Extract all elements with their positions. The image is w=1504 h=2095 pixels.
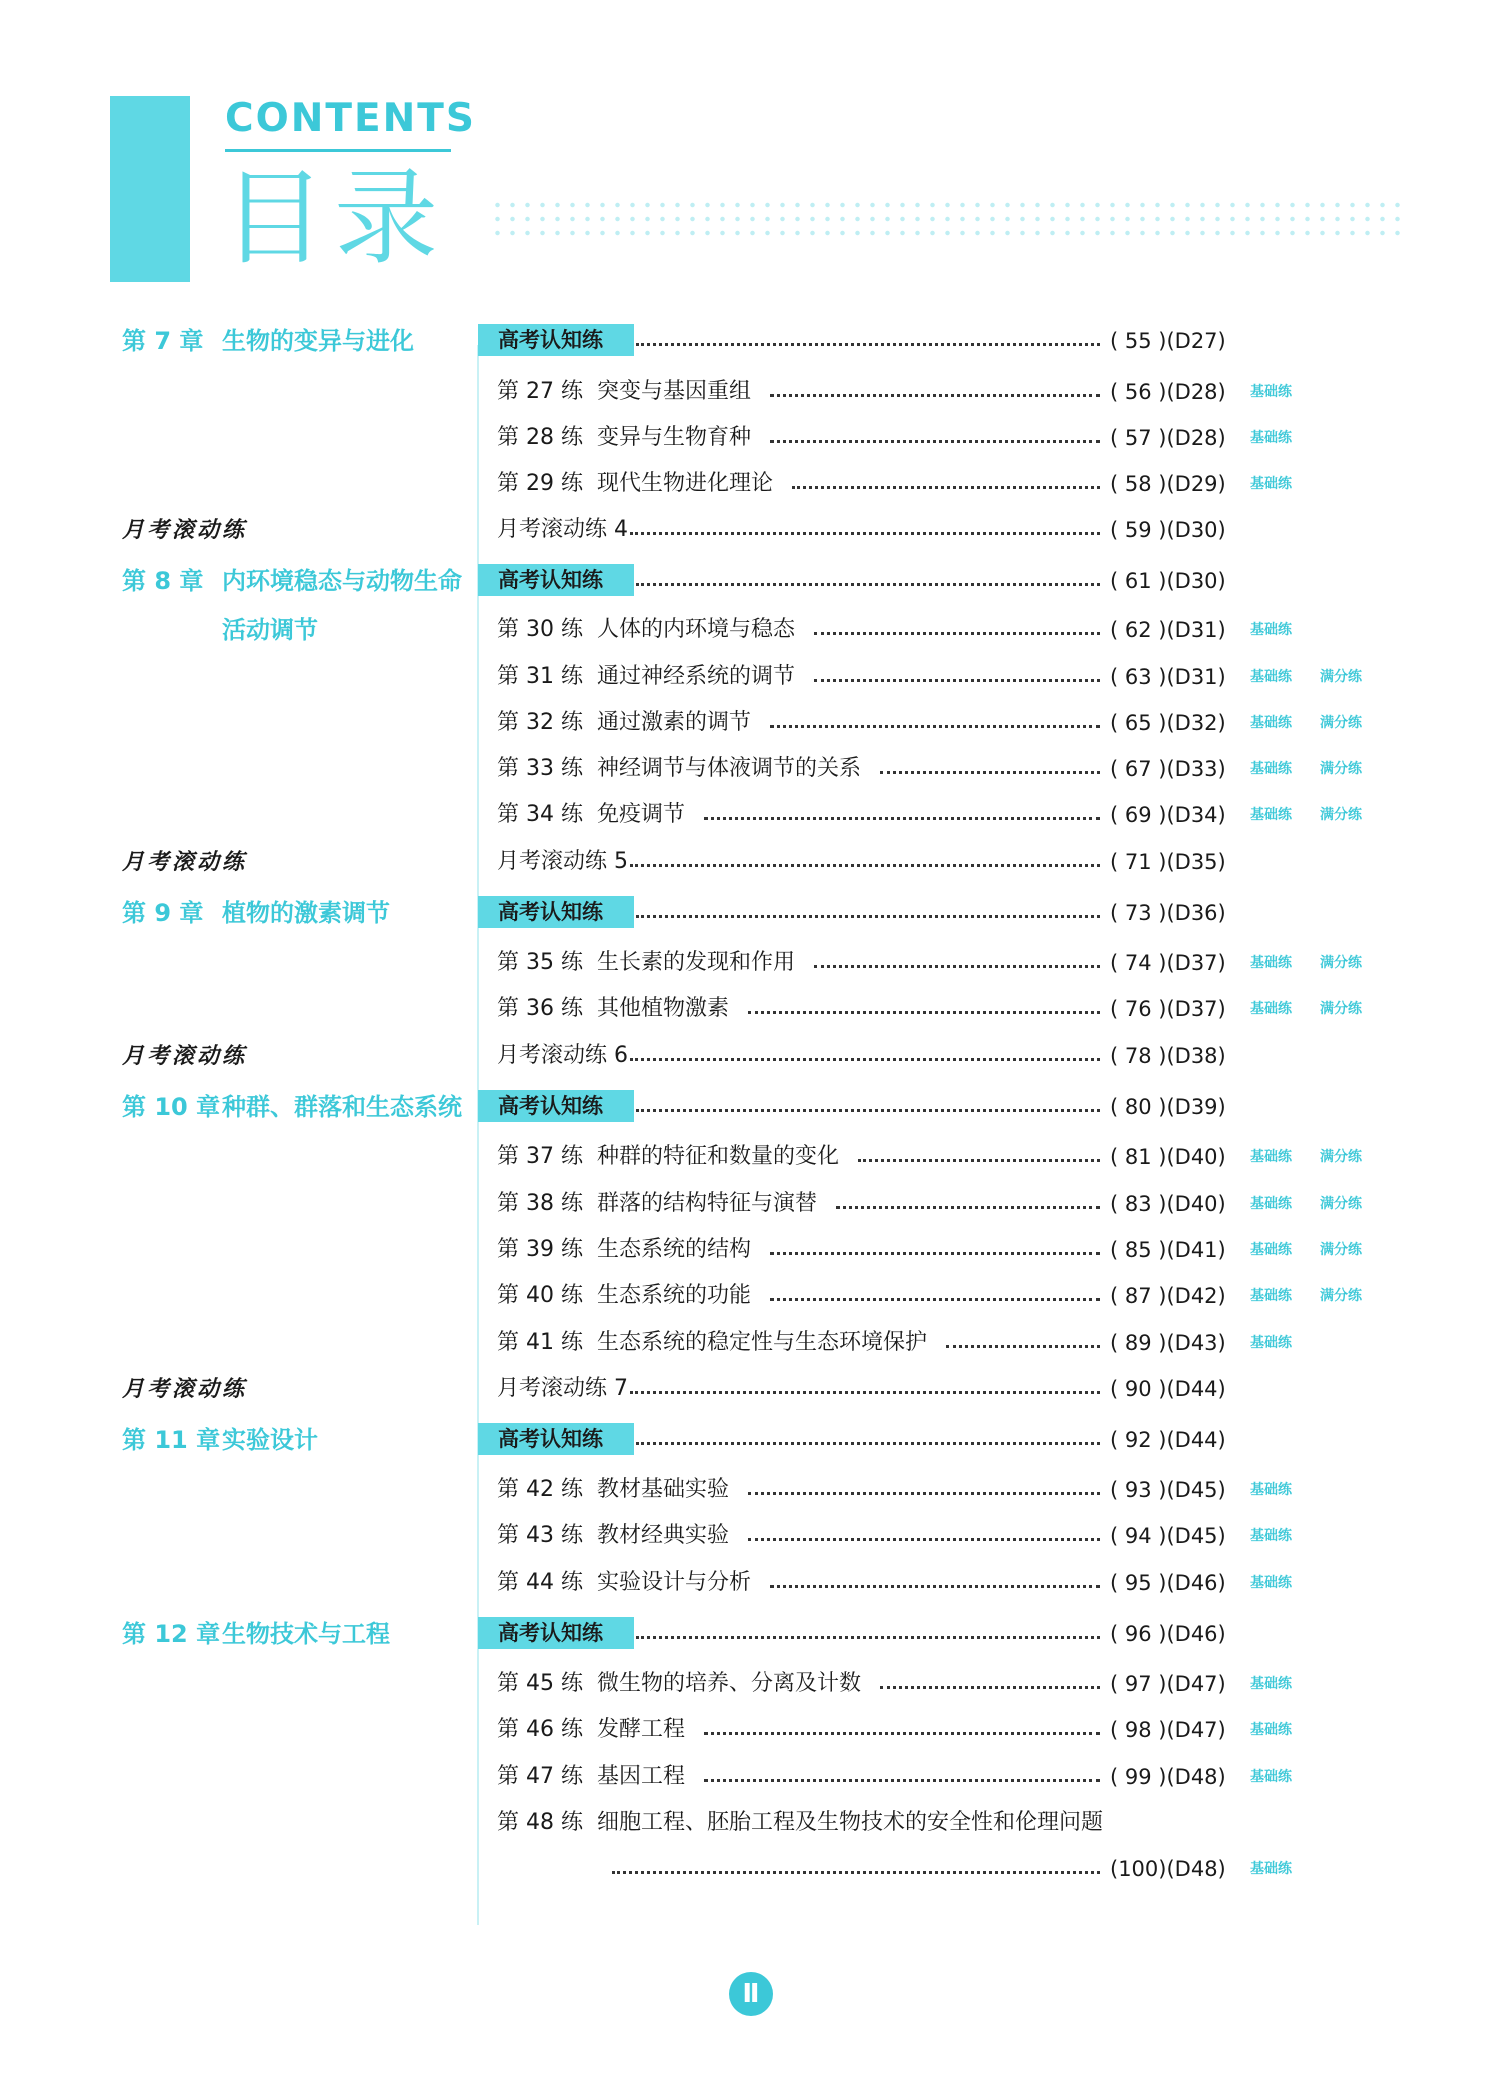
entry-number: 第 33 练: [497, 756, 583, 781]
toc-row: [0, 417, 1504, 459]
monthly-review-entry[interactable]: 月考滚动练 4: [497, 517, 628, 542]
page-reference: ( 73 )(D36): [1110, 901, 1226, 925]
page-reference: ( 63 )(D31): [1110, 665, 1226, 689]
entry-number: 第 38 练: [497, 1191, 583, 1216]
dot-leader: [814, 965, 1100, 968]
dot-leader: [748, 1538, 1100, 1541]
entry-title: 群落的结构特征与演替: [597, 1191, 818, 1216]
page-reference: ( 85 )(D41): [1110, 1238, 1226, 1262]
toc-row: [0, 371, 1504, 413]
toc-row: [0, 1848, 1504, 1890]
entry-number: 第 41 练: [497, 1330, 583, 1355]
entry-title: 其他植物激素: [597, 996, 730, 1021]
basic-practice-tag: 基础练: [1250, 430, 1292, 446]
entry-number: 第 46 练: [497, 1717, 583, 1742]
chapter-title: 生物的变异与进化: [222, 327, 414, 355]
dot-leader: [748, 1492, 1100, 1495]
page-reference: ( 69 )(D34): [1110, 803, 1226, 827]
entry-number: 第 32 练: [497, 710, 583, 735]
entry-number: 第 40 练: [497, 1283, 583, 1308]
page-reference: ( 62 )(D31): [1110, 618, 1226, 642]
toc-row: [0, 1229, 1504, 1271]
entry-title: 基因工程: [597, 1764, 686, 1789]
page-reference: ( 59 )(D30): [1110, 518, 1226, 542]
toc-row: [0, 509, 1504, 551]
toc-row: [0, 988, 1504, 1030]
page-reference: ( 55 )(D27): [1110, 329, 1226, 353]
toc-row: [0, 320, 1504, 362]
entry-number: 第 27 练: [497, 379, 583, 404]
entry-title: 人体的内环境与稳态: [597, 617, 796, 642]
contents-underline: [225, 149, 451, 152]
entry-title: 生态系统的结构: [597, 1237, 752, 1262]
toc-entry[interactable]: [497, 417, 751, 459]
dot-leader: [704, 1732, 1100, 1735]
entry-number: 第 28 练: [497, 425, 583, 450]
basic-practice-tag: 基础练: [1250, 1149, 1292, 1165]
basic-practice-tag: 基础练: [1250, 1528, 1292, 1544]
entry-title: 生长素的发现和作用: [597, 950, 796, 975]
page-reference: ( 96 )(D46): [1110, 1622, 1226, 1646]
page-reference: ( 58 )(D29): [1110, 472, 1226, 496]
gaokao-practice-box[interactable]: 高考认知练: [478, 896, 634, 928]
page-reference: ( 87 )(D42): [1110, 1284, 1226, 1308]
page-reference: ( 99 )(D48): [1110, 1765, 1226, 1789]
dot-leader: [748, 1011, 1100, 1014]
dot-leader: [792, 486, 1100, 489]
toc-row: [0, 1275, 1504, 1317]
dot-leader: [946, 1345, 1100, 1348]
basic-practice-tag: 基础练: [1250, 1288, 1292, 1304]
entry-title: 变异与生物育种: [597, 425, 752, 450]
entry-title: 教材基础实验: [597, 1477, 730, 1502]
toc-row: [0, 656, 1504, 698]
toc-entry[interactable]: [497, 794, 685, 836]
page-reference: ( 67 )(D33): [1110, 757, 1226, 781]
basic-practice-tag: 基础练: [1250, 476, 1292, 492]
gaokao-practice-box[interactable]: 高考认知练: [478, 564, 634, 596]
entry-title: 细胞工程、胚胎工程及生物技术的安全性和伦理问题: [597, 1810, 1104, 1835]
monthly-review-heading: 月考滚动练: [122, 1376, 248, 1402]
toc-entry[interactable]: [497, 988, 729, 1030]
chapter-heading: [122, 892, 390, 934]
dot-leader: [858, 1159, 1100, 1162]
monthly-review-entry[interactable]: 月考滚动练 7: [497, 1376, 628, 1401]
toc-entry[interactable]: [497, 1275, 751, 1317]
toc-row: [0, 748, 1504, 790]
chapter-heading: [122, 1086, 462, 1128]
dot-leader: [612, 1871, 1100, 1874]
dot-leader: [814, 632, 1100, 635]
page-reference: ( 81 )(D40): [1110, 1145, 1226, 1169]
entry-number: 第 43 练: [497, 1523, 583, 1548]
basic-practice-tag: 基础练: [1250, 1196, 1292, 1212]
page-reference: ( 89 )(D43): [1110, 1331, 1226, 1355]
monthly-review-heading: 月考滚动练: [122, 849, 248, 875]
toc-row: [0, 841, 1504, 883]
basic-practice-tag: 基础练: [1250, 384, 1292, 400]
toc-row: [0, 1515, 1504, 1557]
toc-row: [0, 1419, 1504, 1461]
toc-entry[interactable]: [497, 1322, 927, 1364]
basic-practice-tag: 基础练: [1250, 669, 1292, 685]
dot-leader: [704, 817, 1100, 820]
basic-practice-tag: 基础练: [1250, 1242, 1292, 1258]
toc-row: [0, 1562, 1504, 1604]
full-score-tag: 满分练: [1320, 715, 1362, 731]
toc-row: [0, 942, 1504, 984]
gaokao-practice-box[interactable]: 高考认知练: [478, 1423, 634, 1455]
chapter-heading: [122, 320, 414, 362]
toc-row: [0, 1035, 1504, 1077]
toc-row: [0, 1469, 1504, 1511]
toc-row: [0, 1086, 1504, 1128]
basic-practice-tag: 基础练: [1250, 955, 1292, 971]
page-reference: ( 57 )(D28): [1110, 426, 1226, 450]
entry-title: 神经调节与体液调节的关系: [597, 756, 862, 781]
entry-title: 生态系统的功能: [597, 1283, 752, 1308]
basic-practice-tag: 基础练: [1250, 1482, 1292, 1498]
dot-leader: [770, 440, 1100, 443]
full-score-tag: 满分练: [1320, 669, 1362, 685]
toc-row: [0, 1802, 1504, 1844]
dot-leader: [630, 532, 1100, 535]
entry-title: 种群的特征和数量的变化: [597, 1144, 840, 1169]
monthly-review-heading: 月考滚动练: [122, 1043, 248, 1069]
toc-entry[interactable]: [497, 1756, 685, 1798]
chapter-number: 第 10 章: [122, 1093, 221, 1121]
toc-entry[interactable]: [497, 1802, 1103, 1844]
entry-title: 发酵工程: [597, 1717, 686, 1742]
basic-practice-tag: 基础练: [1250, 1769, 1292, 1785]
basic-practice-tag: 基础练: [1250, 1861, 1292, 1877]
toc-row: [0, 1756, 1504, 1798]
page-title: 目录: [222, 157, 447, 279]
entry-number: 第 48 练: [497, 1810, 583, 1835]
entry-number: 第 35 练: [497, 950, 583, 975]
entry-number: 第 34 练: [497, 802, 583, 827]
contents-label: CONTENTS: [225, 96, 476, 141]
toc-entry[interactable]: [497, 702, 751, 744]
full-score-tag: 满分练: [1320, 1242, 1362, 1258]
dot-leader: [636, 343, 1100, 346]
chapter-number: 第 7 章: [122, 327, 204, 355]
toc-entry[interactable]: [497, 1136, 839, 1178]
header-bar: [110, 96, 190, 282]
page-reference: (100)(D48): [1110, 1857, 1226, 1881]
gaokao-practice-box[interactable]: 高考认知练: [478, 1090, 634, 1122]
toc-entry[interactable]: [497, 748, 861, 790]
dot-leader: [880, 1686, 1100, 1689]
full-score-tag: 满分练: [1320, 761, 1362, 777]
gaokao-practice-box[interactable]: 高考认知练: [478, 1617, 634, 1649]
entry-number: 第 30 练: [497, 617, 583, 642]
toc-entry[interactable]: [497, 1663, 861, 1705]
monthly-review-heading: 月考滚动练: [122, 517, 248, 543]
page-reference: ( 61 )(D30): [1110, 569, 1226, 593]
chapter-number: 第 8 章: [122, 567, 204, 595]
toc-row: [0, 1136, 1504, 1178]
toc-entry[interactable]: [497, 1709, 685, 1751]
dot-leader: [630, 864, 1100, 867]
toc-row: [0, 609, 1504, 651]
entry-title: 生态系统的稳定性与生态环境保护: [597, 1330, 928, 1355]
page-reference: ( 80 )(D39): [1110, 1095, 1226, 1119]
basic-practice-tag: 基础练: [1250, 1575, 1292, 1591]
toc-entry[interactable]: [497, 942, 795, 984]
page-reference: ( 93 )(D45): [1110, 1478, 1226, 1502]
basic-practice-tag: 基础练: [1250, 1001, 1292, 1017]
chapter-title-continued: 活动调节: [222, 616, 318, 644]
entry-number: 第 47 练: [497, 1764, 583, 1789]
toc-row: [0, 702, 1504, 744]
full-score-tag: 满分练: [1320, 1196, 1362, 1212]
page-reference: ( 94 )(D45): [1110, 1524, 1226, 1548]
full-score-tag: 满分练: [1320, 1288, 1362, 1304]
entry-number: 第 42 练: [497, 1477, 583, 1502]
basic-practice-tag: 基础练: [1250, 807, 1292, 823]
full-score-tag: 满分练: [1320, 1001, 1362, 1017]
toc-entry[interactable]: [497, 1515, 729, 1557]
entry-title: 通过激素的调节: [597, 710, 752, 735]
dot-leader: [770, 1252, 1100, 1255]
basic-practice-tag: 基础练: [1250, 715, 1292, 731]
entry-number: 第 29 练: [497, 471, 583, 496]
page-reference: ( 76 )(D37): [1110, 997, 1226, 1021]
dot-leader: [636, 1442, 1100, 1445]
entry-title: 免疫调节: [597, 802, 686, 827]
toc-row: [0, 1663, 1504, 1705]
chapter-heading: [122, 1419, 318, 1461]
page-reference: ( 92 )(D44): [1110, 1428, 1226, 1452]
entry-title: 实验设计与分析: [597, 1570, 752, 1595]
basic-practice-tag: 基础练: [1250, 1676, 1292, 1692]
page-reference: ( 65 )(D32): [1110, 711, 1226, 735]
chapter-title: 生物技术与工程: [222, 1620, 390, 1648]
page-reference: ( 83 )(D40): [1110, 1192, 1226, 1216]
toc-row: [0, 1709, 1504, 1751]
dot-grid-decoration: [490, 198, 1400, 240]
chapter-heading: [122, 1613, 390, 1655]
entry-number: 第 39 练: [497, 1237, 583, 1262]
toc-entry[interactable]: [497, 656, 795, 698]
page-reference: ( 90 )(D44): [1110, 1377, 1226, 1401]
full-score-tag: 满分练: [1320, 955, 1362, 971]
entry-number: 第 36 练: [497, 996, 583, 1021]
toc-entry[interactable]: [497, 463, 773, 505]
monthly-review-entry[interactable]: 月考滚动练 6: [497, 1043, 628, 1068]
dot-leader: [836, 1206, 1100, 1209]
dot-leader: [630, 1391, 1100, 1394]
full-score-tag: 满分练: [1320, 807, 1362, 823]
page-reference: ( 98 )(D47): [1110, 1718, 1226, 1742]
entry-title: 突变与基因重组: [597, 379, 752, 404]
toc-row: [0, 1613, 1504, 1655]
entry-number: 第 45 练: [497, 1671, 583, 1696]
toc-entry[interactable]: [497, 609, 795, 651]
chapter-title: 种群、群落和生态系统: [222, 1093, 462, 1121]
page-reference: ( 95 )(D46): [1110, 1571, 1226, 1595]
toc-row: [0, 1183, 1504, 1225]
toc-row: [0, 892, 1504, 934]
page-reference: ( 74 )(D37): [1110, 951, 1226, 975]
gaokao-practice-box[interactable]: 高考认知练: [478, 324, 634, 356]
dot-leader: [880, 771, 1100, 774]
dot-leader: [636, 1109, 1100, 1112]
entry-title: 现代生物进化理论: [597, 471, 774, 496]
toc-row: [0, 1322, 1504, 1364]
entry-title: 通过神经系统的调节: [597, 664, 796, 689]
toc-entry[interactable]: [497, 1562, 751, 1604]
dot-leader: [770, 394, 1100, 397]
monthly-review-entry[interactable]: 月考滚动练 5: [497, 849, 628, 874]
entry-title: 微生物的培养、分离及计数: [597, 1671, 862, 1696]
chapter-number: 第 11 章: [122, 1426, 221, 1454]
toc-row: [0, 560, 1504, 602]
basic-practice-tag: 基础练: [1250, 1335, 1292, 1351]
chapter-title: 植物的激素调节: [222, 899, 390, 927]
entry-number: 第 31 练: [497, 664, 583, 689]
dot-leader: [704, 1779, 1100, 1782]
entry-title: 教材经典实验: [597, 1523, 730, 1548]
page-reference: ( 78 )(D38): [1110, 1044, 1226, 1068]
toc-row: [0, 794, 1504, 836]
dot-leader: [814, 679, 1100, 682]
page-reference: ( 71 )(D35): [1110, 850, 1226, 874]
basic-practice-tag: 基础练: [1250, 761, 1292, 777]
entry-number: 第 44 练: [497, 1570, 583, 1595]
dot-leader: [630, 1058, 1100, 1061]
basic-practice-tag: 基础练: [1250, 622, 1292, 638]
full-score-tag: 满分练: [1320, 1149, 1362, 1165]
basic-practice-tag: 基础练: [1250, 1722, 1292, 1738]
chapter-title: 实验设计: [222, 1426, 318, 1454]
page-number: Ⅱ: [729, 1972, 773, 2016]
dot-leader: [636, 915, 1100, 918]
chapter-number: 第 12 章: [122, 1620, 221, 1648]
chapter-number: 第 9 章: [122, 899, 204, 927]
dot-leader: [770, 725, 1100, 728]
toc-entry[interactable]: [497, 371, 751, 413]
chapter-heading: [122, 560, 462, 602]
toc-entry[interactable]: [497, 1183, 817, 1225]
dot-leader: [636, 583, 1100, 586]
page-reference: ( 56 )(D28): [1110, 380, 1226, 404]
toc-entry[interactable]: [497, 1229, 751, 1271]
dot-leader: [636, 1636, 1100, 1639]
chapter-title: 内环境稳态与动物生命: [222, 567, 462, 595]
dot-leader: [770, 1585, 1100, 1588]
page-reference: ( 97 )(D47): [1110, 1672, 1226, 1696]
dot-leader: [770, 1298, 1100, 1301]
toc-entry[interactable]: [497, 1469, 729, 1511]
toc-row: [0, 1368, 1504, 1410]
entry-number: 第 37 练: [497, 1144, 583, 1169]
toc-row: [0, 463, 1504, 505]
